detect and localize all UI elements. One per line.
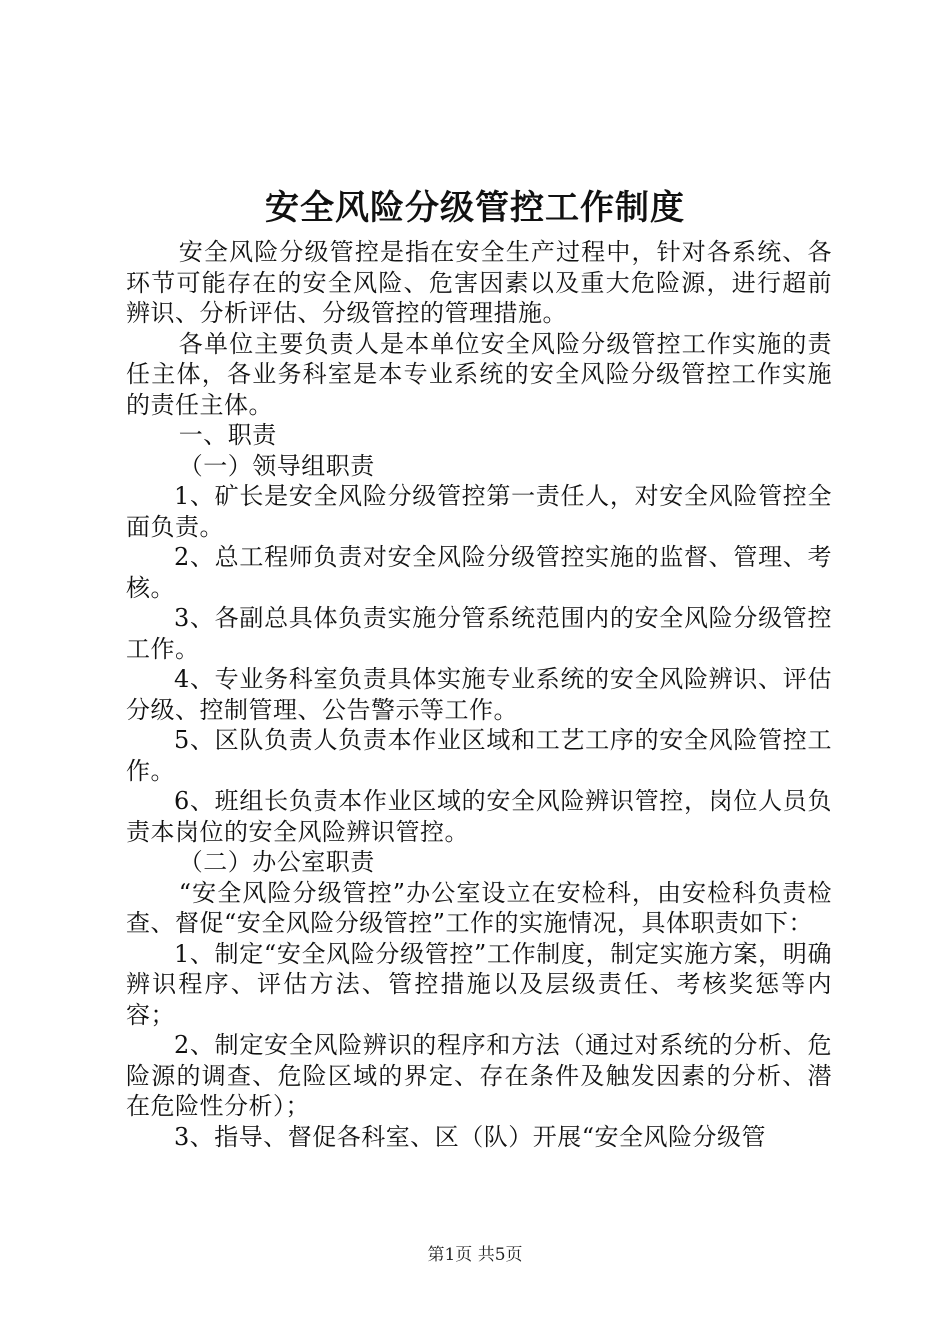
page-number: 第1页 共5页: [427, 1245, 523, 1265]
paragraph-responsibility-subject: 各单位主要负责人是本单位安全风险分级管控工作实施的责任主体，各业务科室是本专业系统的安全风险分级管控工作实施的责任主体。: [126, 329, 832, 419]
list-item: 4、专业务科室负责具体实施专业系统的安全风险辨识、评估分级、控制管理、公告警示等工作。: [126, 665, 832, 724]
list-item: 6、班组长负责本作业区域的安全风险辨识管控，岗位人员负责本岗位的安全风险辨识管控。: [126, 787, 832, 846]
page-title: 安全风险分级管控工作制度: [265, 188, 685, 228]
list-item: 2、制定安全风险辨识的程序和方法（通过对系统的分析、危险源的调查、危险区域的界定、存在条件及触发因素的分析、潜在危险性分析）；: [126, 1031, 832, 1120]
paragraph-office-intro: “安全风险分级管控”办公室设立在安检科，由安检科负责检查、督促“安全风险分级管控”工作的实施情况，具体职责如下：: [126, 878, 832, 937]
subsection-heading-office: （二）办公室职责: [178, 848, 375, 876]
subsection-heading-leadership: （一）领导组职责: [178, 451, 375, 480]
list-item: 3、指导、督促各科室、区（队）开展“安全风险分级管: [174, 1122, 767, 1151]
list-item: 2、总工程师负责对安全风险分级管控实施的监督、管理、考核。: [126, 543, 832, 602]
section-heading-duties: 一、职责: [178, 421, 277, 449]
document-body: [126, 237, 832, 1152]
list-item: 5、区队负责人负责本作业区域和工艺工序的安全风险管控工作。: [126, 726, 832, 785]
paragraph-intro: 安全风险分级管控是指在安全生产过程中，针对各系统、各环节可能存在的安全风险、危害因素以及重大危险源，进行超前辨识、分析评估、分级管控的管理措施。: [126, 238, 832, 327]
list-item: 3、各副总具体负责实施分管系统范围内的安全风险分级管控工作。: [126, 604, 832, 663]
list-item: 1、制定“安全风险分级管控”工作制度，制定实施方案，明确辨识程序、评估方法、管控措施以及层级责任、考核奖惩等内容；: [126, 939, 832, 1029]
list-item: 1、矿长是安全风险分级管控第一责任人，对安全风险管控全面负责。: [126, 482, 832, 541]
